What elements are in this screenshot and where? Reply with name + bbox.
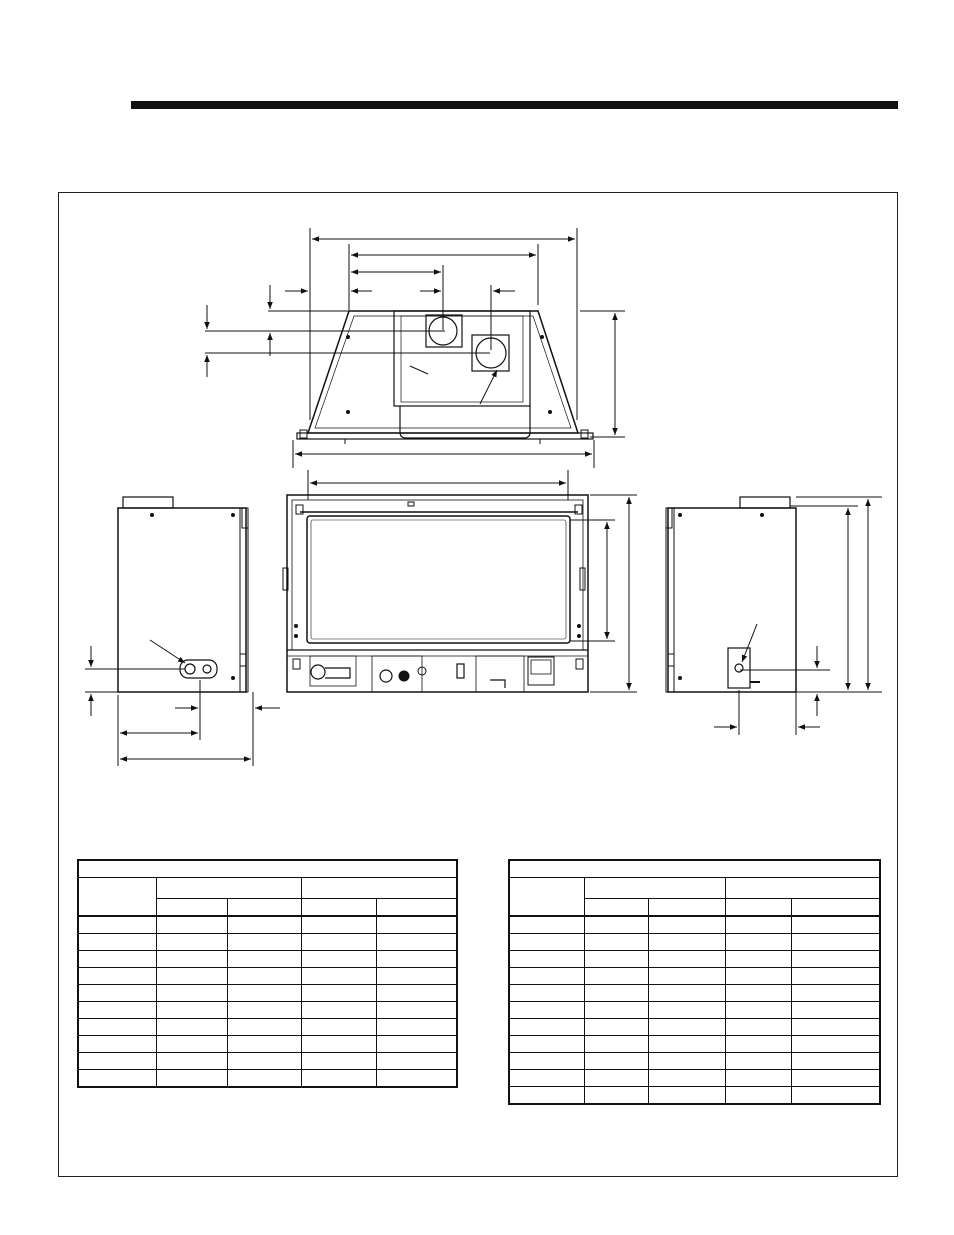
table-row: [509, 1070, 880, 1087]
top-view: [205, 228, 625, 468]
table-row: [78, 1002, 457, 1019]
table-header-row: [509, 878, 880, 899]
table-row: [509, 934, 880, 951]
table-row: [78, 1070, 457, 1088]
table-title-row: [509, 860, 880, 878]
table-row: [509, 1002, 880, 1019]
table-row: [509, 1087, 880, 1105]
table-header-row: [78, 878, 457, 899]
dimension-table-1: [77, 859, 458, 1088]
table-row: [509, 1053, 880, 1070]
table-row: [509, 951, 880, 968]
dimension-table-2: [508, 859, 881, 1105]
right-side-view: [666, 497, 882, 735]
table-row: [78, 1036, 457, 1053]
table-row: [78, 951, 457, 968]
table-row: [78, 985, 457, 1002]
table-row: [509, 1019, 880, 1036]
left-side-view: [85, 497, 280, 766]
table-row: [78, 1053, 457, 1070]
table-row: [78, 968, 457, 985]
table-row: [509, 916, 880, 934]
table-row: [78, 1019, 457, 1036]
table-row: [509, 1036, 880, 1053]
table-row: [509, 968, 880, 985]
front-view: [283, 470, 637, 692]
table-row: [78, 934, 457, 951]
table-row: [509, 985, 880, 1002]
table-title-row: [78, 860, 457, 878]
table-row: [78, 916, 457, 934]
